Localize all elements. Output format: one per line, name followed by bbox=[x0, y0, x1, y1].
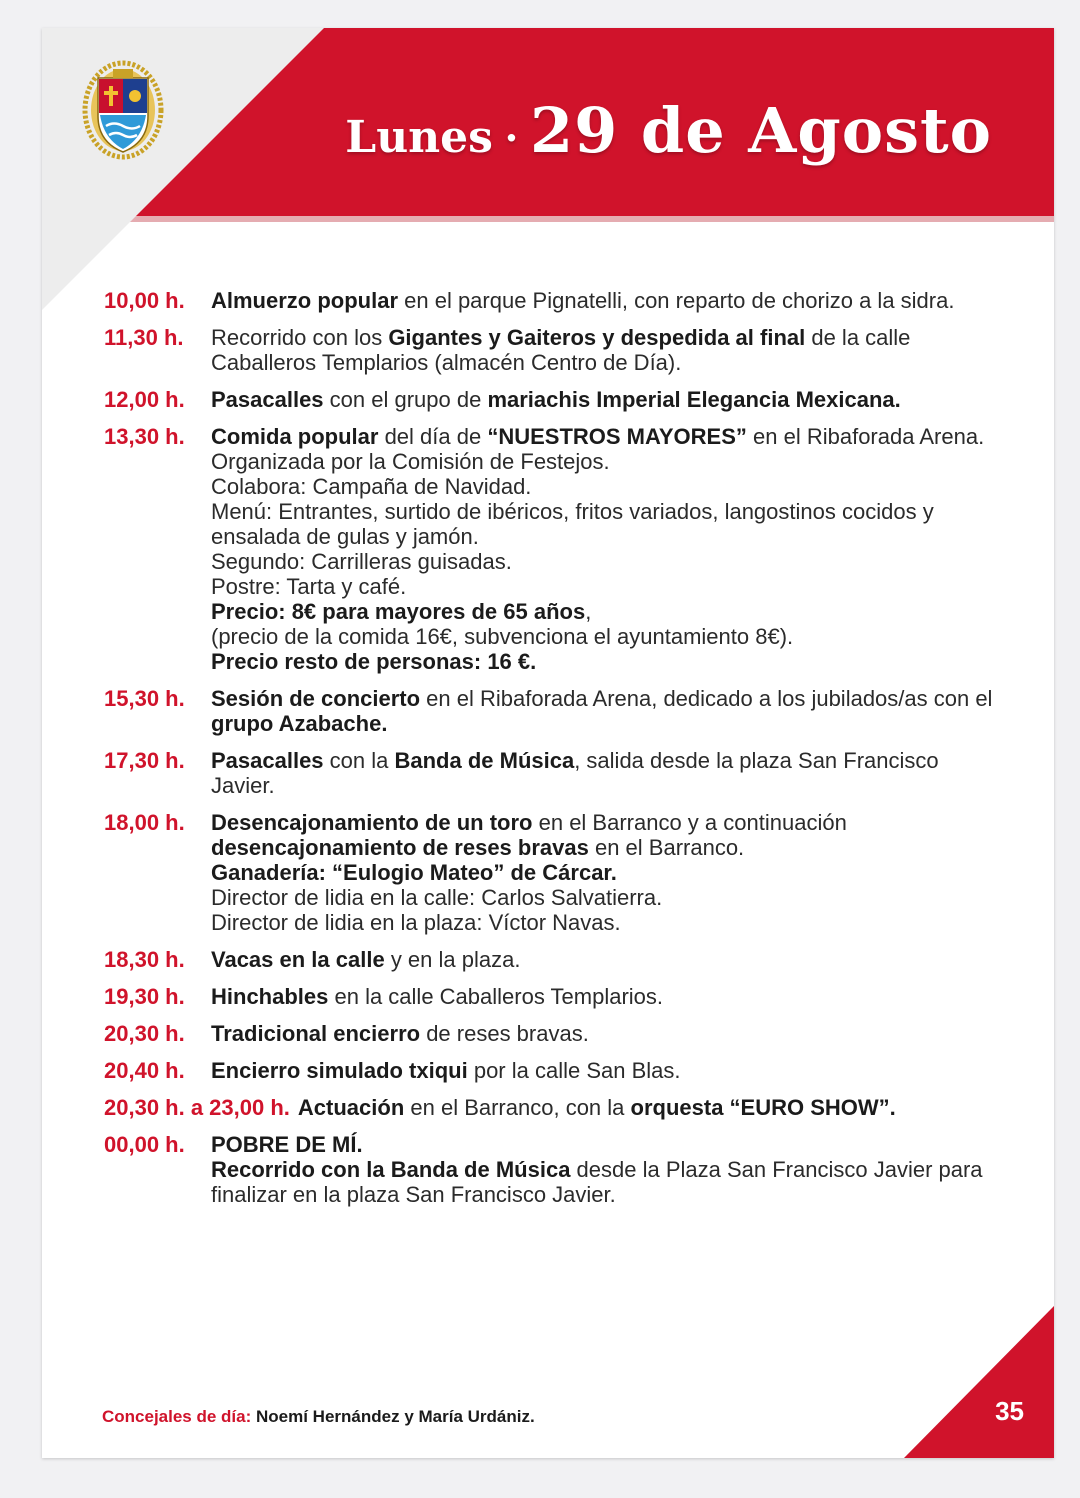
schedule-entry bbox=[104, 1095, 999, 1120]
schedule-list bbox=[104, 288, 999, 1219]
entry-line bbox=[211, 424, 999, 449]
schedule-entry bbox=[104, 424, 999, 674]
schedule-entry bbox=[104, 387, 999, 412]
program-page bbox=[42, 28, 1054, 1458]
schedule-entry bbox=[104, 810, 999, 935]
page-title bbox=[345, 94, 992, 167]
entry-description bbox=[211, 424, 999, 674]
entry-line bbox=[211, 810, 999, 860]
entry-text-bold: Encierro simulado txiqui bbox=[211, 1058, 468, 1083]
entry-line bbox=[211, 984, 999, 1009]
entry-line bbox=[211, 885, 999, 910]
entry-line bbox=[211, 474, 999, 499]
entry-text-bold: Tradicional encierro bbox=[211, 1021, 421, 1046]
entry-text-bold: Precio resto de personas: 16 €. bbox=[211, 649, 537, 674]
entry-text: de reses bravas. bbox=[420, 1021, 589, 1046]
entry-time: 18,30 h. bbox=[104, 947, 185, 972]
entry-line bbox=[211, 860, 999, 885]
entry-text: en la calle Caballeros Templarios. bbox=[328, 984, 664, 1009]
entry-text: de la calle Caballeros Templarios (almacén Centro de Día). bbox=[211, 325, 911, 375]
entry-text-bold: Comida popular bbox=[211, 424, 379, 449]
entry-text-bold: Vacas en la calle bbox=[211, 947, 385, 972]
entry-text: Postre: Tarta y café. bbox=[211, 574, 407, 599]
entry-line bbox=[211, 574, 999, 599]
entry-description bbox=[211, 984, 999, 1009]
entry-text: Director de lidia en la plaza: Víctor Navas. bbox=[211, 910, 621, 935]
entry-text-bold: Sesión de concierto bbox=[211, 686, 421, 711]
entry-text: , salida desde la plaza San Francisco Javier. bbox=[211, 748, 939, 798]
entry-text: del día de bbox=[378, 424, 488, 449]
schedule-entry bbox=[104, 1021, 999, 1046]
schedule-entry bbox=[104, 686, 999, 736]
entry-description bbox=[211, 686, 999, 736]
entry-description bbox=[298, 1095, 999, 1120]
entry-text-bold: orquesta “EURO SHOW”. bbox=[630, 1095, 896, 1120]
entry-text: en el parque Pignatelli, con reparto de chorizo a la sidra. bbox=[398, 288, 955, 313]
entry-line bbox=[211, 910, 999, 935]
entry-text: en el Barranco y a continuación bbox=[532, 810, 847, 835]
entry-line bbox=[211, 624, 999, 649]
entry-text-bold: Recorrido con la Banda de Música bbox=[211, 1157, 571, 1182]
header-banner bbox=[42, 28, 1054, 328]
entry-line bbox=[211, 1157, 999, 1207]
entry-time: 18,00 h. bbox=[104, 810, 185, 835]
entry-text: Segundo: Carrilleras guisadas. bbox=[211, 549, 512, 574]
entry-text-bold: Pasacalles bbox=[211, 387, 324, 412]
entry-line bbox=[211, 549, 999, 574]
schedule-entry bbox=[104, 947, 999, 972]
entry-text-bold: “NUESTROS MAYORES” bbox=[487, 424, 747, 449]
entry-text-bold: mariachis Imperial Elegancia Mexicana. bbox=[487, 387, 901, 412]
entry-line bbox=[211, 1132, 999, 1157]
entry-text: y en la plaza. bbox=[384, 947, 521, 972]
entry-text: Menú: Entrantes, surtido de ibéricos, fritos variados, langostinos cocidos y ensalada de gulas y jamón. bbox=[211, 499, 934, 549]
entry-line bbox=[211, 499, 999, 549]
entry-line bbox=[211, 686, 999, 736]
entry-text-bold: POBRE DE MÍ. bbox=[211, 1132, 363, 1157]
entry-time: 00,00 h. bbox=[104, 1132, 185, 1157]
entry-text: (precio de la comida 16€, subvenciona el ayuntamiento 8€). bbox=[211, 624, 794, 649]
municipal-coat-of-arms-icon bbox=[82, 60, 164, 160]
title-date: 29 de Agosto bbox=[530, 94, 992, 167]
entry-description bbox=[211, 325, 999, 375]
entry-description bbox=[211, 387, 999, 412]
schedule-entry bbox=[104, 288, 999, 313]
entry-text-bold: Desencajonamiento de un toro bbox=[211, 810, 533, 835]
entry-text: en el Ribaforada Arena, dedicado a los jubilados/as con el bbox=[420, 686, 993, 711]
entry-line bbox=[211, 449, 999, 474]
entry-description bbox=[211, 1021, 999, 1046]
page-corner-triangle bbox=[904, 1306, 1054, 1458]
entry-text-bold: Ganadería: “Eulogio Mateo” de Cárcar. bbox=[211, 860, 617, 885]
entry-time: 17,30 h. bbox=[104, 748, 185, 773]
schedule-entry bbox=[104, 748, 999, 798]
entry-time: 10,00 h. bbox=[104, 288, 185, 313]
entry-text-bold: Hinchables bbox=[211, 984, 329, 1009]
entry-text: en el Ribaforada Arena. bbox=[746, 424, 985, 449]
entry-text: Recorrido con los bbox=[211, 325, 389, 350]
entry-time: 20,30 h. bbox=[104, 1021, 185, 1046]
entry-text: en el Barranco, con la bbox=[404, 1095, 631, 1120]
entry-text: , bbox=[585, 599, 592, 624]
entry-time: 12,00 h. bbox=[104, 387, 185, 412]
entry-time: 13,30 h. bbox=[104, 424, 185, 449]
entry-time: 20,40 h. bbox=[104, 1058, 185, 1083]
entry-text-bold: Precio: 8€ para mayores de 65 años bbox=[211, 599, 586, 624]
title-day: Lunes bbox=[345, 112, 493, 163]
entry-text-bold: Gigantes y Gaiteros y despedida al final bbox=[388, 325, 806, 350]
entry-text: por la calle San Blas. bbox=[467, 1058, 681, 1083]
entry-line bbox=[211, 387, 999, 412]
entry-text: Director de lidia en la calle: Carlos Salvatierra. bbox=[211, 885, 663, 910]
entry-text: con el grupo de bbox=[323, 387, 488, 412]
schedule-entry bbox=[104, 325, 999, 375]
entry-line bbox=[211, 748, 999, 798]
entry-text-bold: Pasacalles bbox=[211, 748, 324, 773]
entry-text: en el Barranco. bbox=[588, 835, 745, 860]
entry-text-bold: Banda de Música bbox=[394, 748, 575, 773]
entry-line bbox=[211, 288, 999, 313]
title-separator: · bbox=[504, 115, 519, 162]
entry-line bbox=[211, 649, 999, 674]
entry-description bbox=[211, 1058, 999, 1083]
entry-text: Organizada por la Comisión de Festejos. bbox=[211, 449, 610, 474]
footer-label: Concejales de día: bbox=[102, 1407, 252, 1426]
entry-line bbox=[211, 599, 999, 624]
schedule-entry bbox=[104, 984, 999, 1009]
footer-councillors bbox=[102, 1407, 535, 1427]
entry-time: 11,30 h. bbox=[104, 325, 184, 350]
schedule-entry bbox=[104, 1132, 999, 1207]
entry-time: 20,30 h. a 23,00 h. bbox=[104, 1095, 290, 1120]
entry-description bbox=[211, 947, 999, 972]
entry-line bbox=[211, 325, 999, 375]
schedule-entry bbox=[104, 1058, 999, 1083]
entry-text-bold: Actuación bbox=[297, 1095, 405, 1120]
entry-line bbox=[211, 1058, 999, 1083]
entry-description bbox=[211, 1132, 999, 1207]
entry-text: desde la Plaza San Francisco Javier para finalizar en la plaza San Francisco Javier. bbox=[211, 1157, 983, 1207]
entry-time: 19,30 h. bbox=[104, 984, 185, 1009]
footer-names: Noemí Hernández y María Urdániz. bbox=[251, 1407, 535, 1426]
entry-text-bold: grupo Azabache. bbox=[211, 711, 388, 736]
entry-line bbox=[298, 1095, 999, 1120]
entry-text-bold: Almuerzo popular bbox=[211, 288, 399, 313]
page-number: 35 bbox=[995, 1396, 1024, 1426]
entry-time: 15,30 h. bbox=[104, 686, 185, 711]
entry-text: Colabora: Campaña de Navidad. bbox=[211, 474, 532, 499]
entry-line bbox=[211, 1021, 999, 1046]
entry-line bbox=[211, 947, 999, 972]
entry-text-bold: desencajonamiento de reses bravas bbox=[211, 835, 589, 860]
entry-text: con la bbox=[323, 748, 395, 773]
entry-description bbox=[211, 748, 999, 798]
entry-description bbox=[211, 288, 999, 313]
entry-description bbox=[211, 810, 999, 935]
